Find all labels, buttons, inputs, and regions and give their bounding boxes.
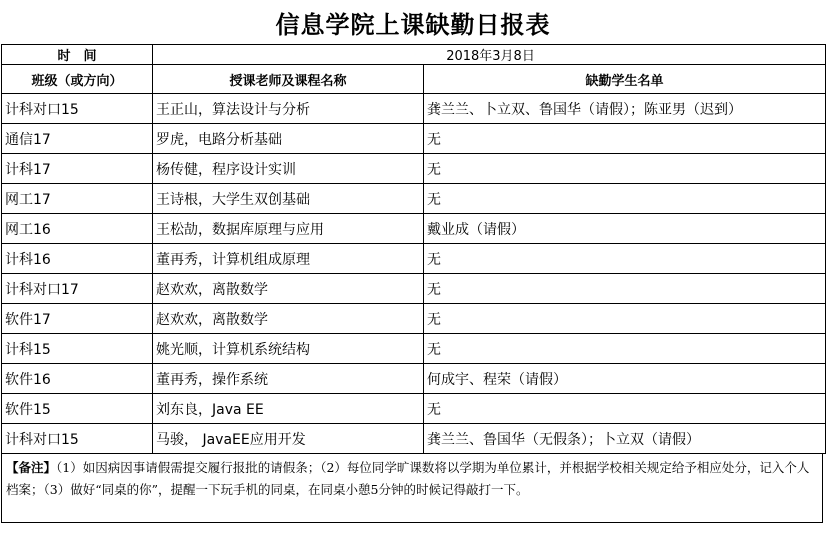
table-row — [2, 94, 826, 124]
table-row — [2, 334, 826, 364]
attendance-table — [1, 44, 826, 454]
absent-cell: 无 — [424, 394, 826, 424]
table-row — [2, 214, 826, 244]
table-row — [2, 424, 826, 454]
header-row — [2, 65, 826, 94]
note-text: （1）如因病因事请假需提交履行报批的请假条；（2）每位同学旷课数将以学期为单位累计，并根据学校相关规定给予相应处分，记入个人档案；（3）做好“同桌的你”，提醒一下玩手机的同桌，在同桌小憩5分钟的时候记得敲打一下。 — [6, 460, 810, 497]
class-cell: 网工17 — [2, 184, 153, 214]
class-cell: 计科对口17 — [2, 274, 153, 304]
absent-cell: 无 — [424, 334, 826, 364]
teacher-course-cell: 赵欢欢，离散数学 — [153, 304, 424, 334]
table-body — [2, 94, 826, 454]
absent-cell: 戴业成（请假） — [424, 214, 826, 244]
absent-cell: 无 — [424, 304, 826, 334]
table-row — [2, 364, 826, 394]
teacher-course-cell: 罗虎，电路分析基础 — [153, 124, 424, 154]
class-cell: 计科对口15 — [2, 424, 153, 454]
class-cell: 计科16 — [2, 244, 153, 274]
time-label: 时 间 — [2, 45, 153, 65]
table-row — [2, 304, 826, 334]
teacher-course-cell: 刘东良，Java EE — [153, 394, 424, 424]
table-row — [2, 154, 826, 184]
class-cell: 软件16 — [2, 364, 153, 394]
header-class: 班级（或方向） — [2, 65, 153, 94]
teacher-course-cell: 王正山，算法设计与分析 — [153, 94, 424, 124]
absent-cell: 何成宇、程荣（请假） — [424, 364, 826, 394]
class-cell: 计科对口15 — [2, 94, 153, 124]
absent-cell: 龚兰兰、鲁国华（无假条）；卜立双（请假） — [424, 424, 826, 454]
class-cell: 网工16 — [2, 214, 153, 244]
absent-cell: 龚兰兰、卜立双、鲁国华（请假）；陈亚男（迟到） — [424, 94, 826, 124]
report-title: 信息学院上课缺勤日报表 — [275, 9, 551, 39]
teacher-course-cell: 王诗根，大学生双创基础 — [153, 184, 424, 214]
teacher-course-cell: 董再秀，操作系统 — [153, 364, 424, 394]
class-cell: 软件17 — [2, 304, 153, 334]
note-box — [1, 454, 823, 523]
absent-cell: 无 — [424, 124, 826, 154]
table-row — [2, 274, 826, 304]
teacher-course-cell: 马骏， JavaEE应用开发 — [153, 424, 424, 454]
table-row — [2, 184, 826, 214]
teacher-course-cell: 赵欢欢，离散数学 — [153, 274, 424, 304]
table-row — [2, 124, 826, 154]
absent-cell: 无 — [424, 244, 826, 274]
header-absent: 缺勤学生名单 — [424, 65, 826, 94]
time-row — [2, 45, 826, 65]
absent-cell: 无 — [424, 154, 826, 184]
class-cell: 计科17 — [2, 154, 153, 184]
absent-cell: 无 — [424, 274, 826, 304]
table-row — [2, 244, 826, 274]
teacher-course-cell: 杨传健，程序设计实训 — [153, 154, 424, 184]
teacher-course-cell: 姚光顺，计算机系统结构 — [153, 334, 424, 364]
table-row — [2, 394, 826, 424]
report-date: 2018年3月8日 — [153, 45, 826, 65]
teacher-course-cell: 王松劼，数据库原理与应用 — [153, 214, 424, 244]
class-cell: 计科15 — [2, 334, 153, 364]
class-cell: 软件15 — [2, 394, 153, 424]
absent-cell: 无 — [424, 184, 826, 214]
class-cell: 通信17 — [2, 124, 153, 154]
note-label: 【备注】 — [6, 460, 57, 475]
header-teacher-course: 授课老师及课程名称 — [153, 65, 424, 94]
teacher-course-cell: 董再秀，计算机组成原理 — [153, 244, 424, 274]
